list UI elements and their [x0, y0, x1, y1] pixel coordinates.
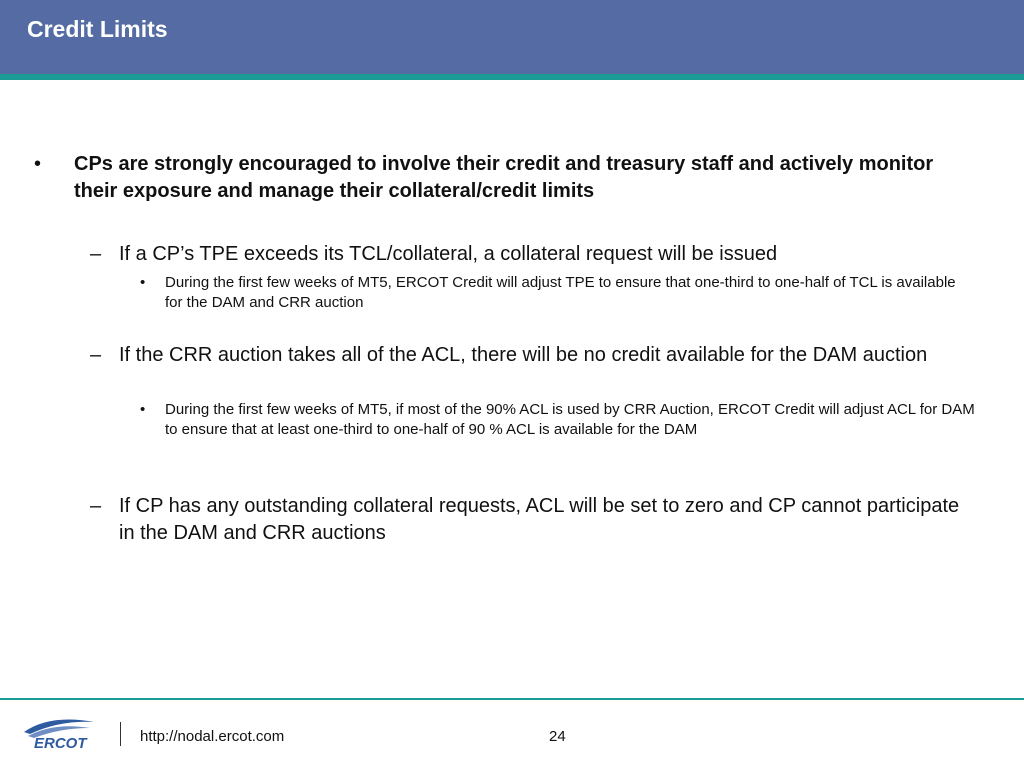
sub-item-detail: During the first few weeks of MT5, if most of the 90% ACL is used by CRR Auction, ERCOT Credit will adjust ACL for DAM to ensure that at least one-third to one-half of 90 % ACL is available for the DAM: [165, 401, 975, 438]
bullet-icon: •: [140, 274, 146, 291]
dash-icon: –: [90, 344, 102, 366]
logo-text: ERCOT: [34, 735, 87, 752]
sub-item-text: If a CP’s TPE exceeds its TCL/collateral, a collateral request will be issued: [119, 243, 778, 265]
dash-icon: –: [90, 495, 102, 517]
footer-url-link[interactable]: http://nodal.ercot.com: [140, 728, 285, 745]
sub-item-detail: During the first few weeks of MT5, ERCOT Credit will adjust TPE to ensure that one-third to one-half of TCL is available for the DAM and CRR auction: [165, 274, 956, 311]
ercot-logo-icon: [20, 712, 100, 752]
sub-item-text: If CP has any outstanding collateral requests, ACL will be set to zero and CP cannot participate in the DAM and CRR auctions: [119, 495, 960, 544]
main-bullet-text: CPs are strongly encouraged to involve their credit and treasury staff and actively monitor their exposure and manage their collateral/credit limits: [74, 153, 934, 202]
page-number: 24: [549, 728, 566, 745]
slide-title: Credit Limits: [27, 16, 168, 42]
footer-divider: [0, 698, 1024, 700]
sub-item-text: If the CRR auction takes all of the ACL, there will be no credit available for the DAM auction: [119, 344, 928, 366]
slide-header: [0, 0, 1024, 74]
bullet-icon: •: [140, 401, 146, 418]
dash-icon: –: [90, 243, 102, 265]
footer-separator: [120, 722, 121, 746]
bullet-icon: •: [34, 153, 42, 175]
header-divider: [0, 74, 1024, 80]
